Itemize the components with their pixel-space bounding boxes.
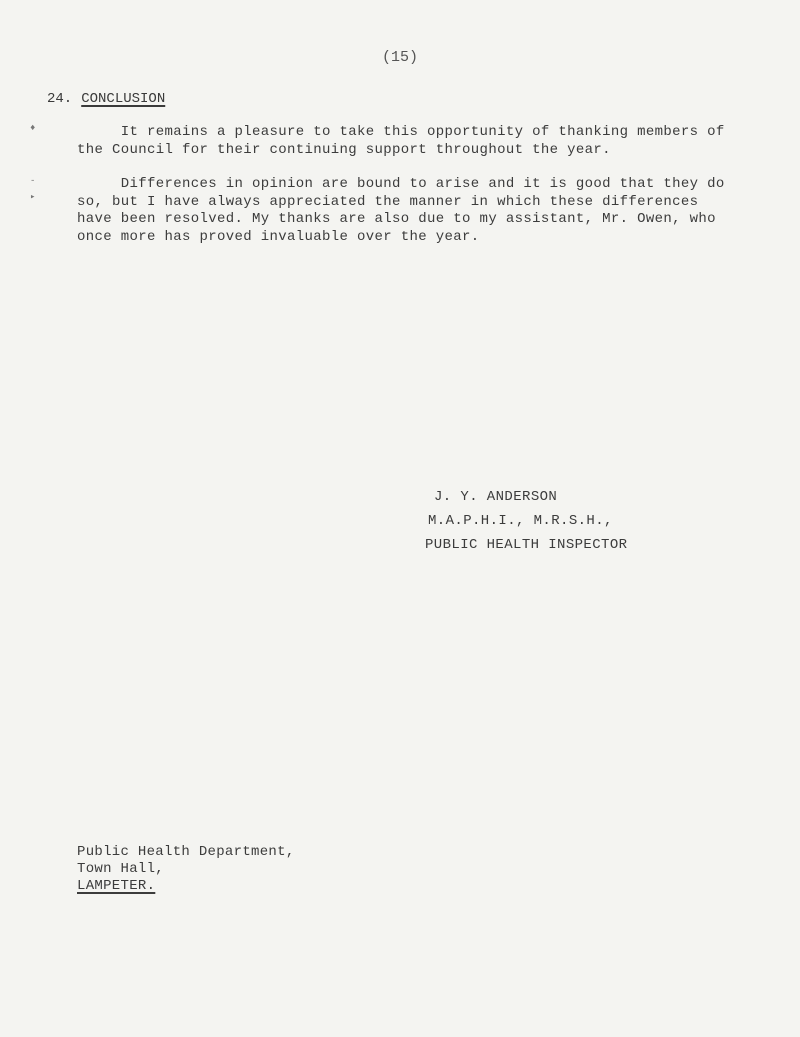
paragraph-acknowledgement bbox=[77, 124, 782, 159]
address-department: Public Health Department, bbox=[77, 844, 295, 860]
section-number: 24. bbox=[47, 91, 73, 107]
signatory-name: J. Y. ANDERSON bbox=[434, 489, 558, 505]
paragraph-line: have been resolved. My thanks are also due to my assistant, Mr. Owen, who bbox=[77, 211, 716, 227]
address-building: Town Hall, bbox=[77, 861, 165, 877]
signatory-title: PUBLIC HEALTH INSPECTOR bbox=[425, 537, 628, 553]
page-number: (15) bbox=[381, 49, 418, 66]
margin-mark: ♦ bbox=[30, 123, 36, 133]
paragraph-line: once more has proved invaluable over the year. bbox=[77, 228, 480, 245]
margin-mark: ▸ bbox=[30, 192, 36, 202]
signatory-qualifications: M.A.P.H.I., M.R.S.H., bbox=[428, 513, 613, 529]
signature-block bbox=[425, 485, 627, 557]
margin-mark: - bbox=[30, 176, 36, 186]
paragraph-line: so, but I have always appreciated the manner in which these differences bbox=[77, 193, 699, 210]
paragraph-line: It remains a pleasure to take this opportunity of thanking members of bbox=[77, 124, 725, 140]
address-town: LAMPETER. bbox=[77, 878, 156, 894]
paragraph-line: Differences in opinion are bound to arise and it is good that they do bbox=[77, 176, 725, 192]
paragraph-line: the Council for their continuing support throughout the year. bbox=[77, 141, 611, 158]
address-block bbox=[77, 844, 295, 895]
section-title: CONCLUSION bbox=[81, 91, 166, 107]
section-heading bbox=[47, 91, 165, 107]
paragraph-differences bbox=[77, 176, 782, 246]
